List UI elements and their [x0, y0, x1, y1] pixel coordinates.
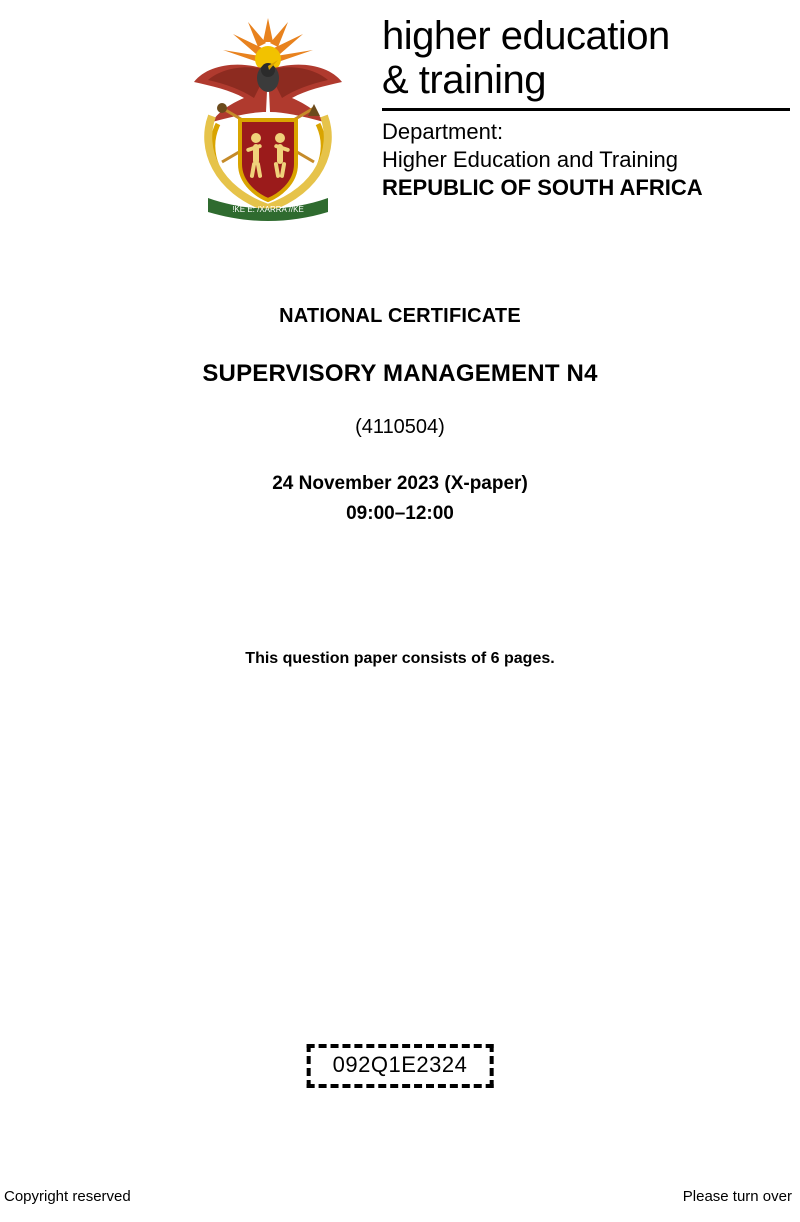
dept-sub-line-1: Department: — [382, 119, 504, 144]
subject-code: (4110504) — [355, 416, 445, 438]
certificate-title: NATIONAL CERTIFICATE — [279, 305, 521, 327]
footer-turn-over: Please turn over — [682, 1188, 792, 1205]
page-footer — [0, 1188, 800, 1212]
dept-sub-line-2: Higher Education and Training — [382, 147, 678, 172]
dept-title-line-2: & training — [382, 58, 546, 102]
paper-code-box: 092Q1E2324 — [307, 1044, 494, 1088]
south-african-coat-of-arms-icon — [178, 12, 358, 230]
dept-sub-line-3: REPUBLIC OF SOUTH AFRICA — [382, 175, 703, 200]
exam-time: 09:00–12:00 — [346, 503, 454, 524]
department-wordmark — [382, 14, 794, 202]
dept-title-line-1: higher education — [382, 14, 670, 58]
dept-divider — [382, 108, 790, 111]
exam-title-block — [0, 305, 800, 529]
page-count-note: This question paper consists of 6 pages. — [245, 650, 555, 667]
exam-date: 24 November 2023 (X-paper) — [272, 473, 528, 494]
subject-title: SUPERVISORY MANAGEMENT N4 — [202, 360, 598, 387]
emblem-motto-text: !KE E: /XARRA //KE — [232, 205, 304, 214]
footer-copyright: Copyright reserved — [4, 1188, 131, 1205]
letterhead — [0, 8, 800, 238]
